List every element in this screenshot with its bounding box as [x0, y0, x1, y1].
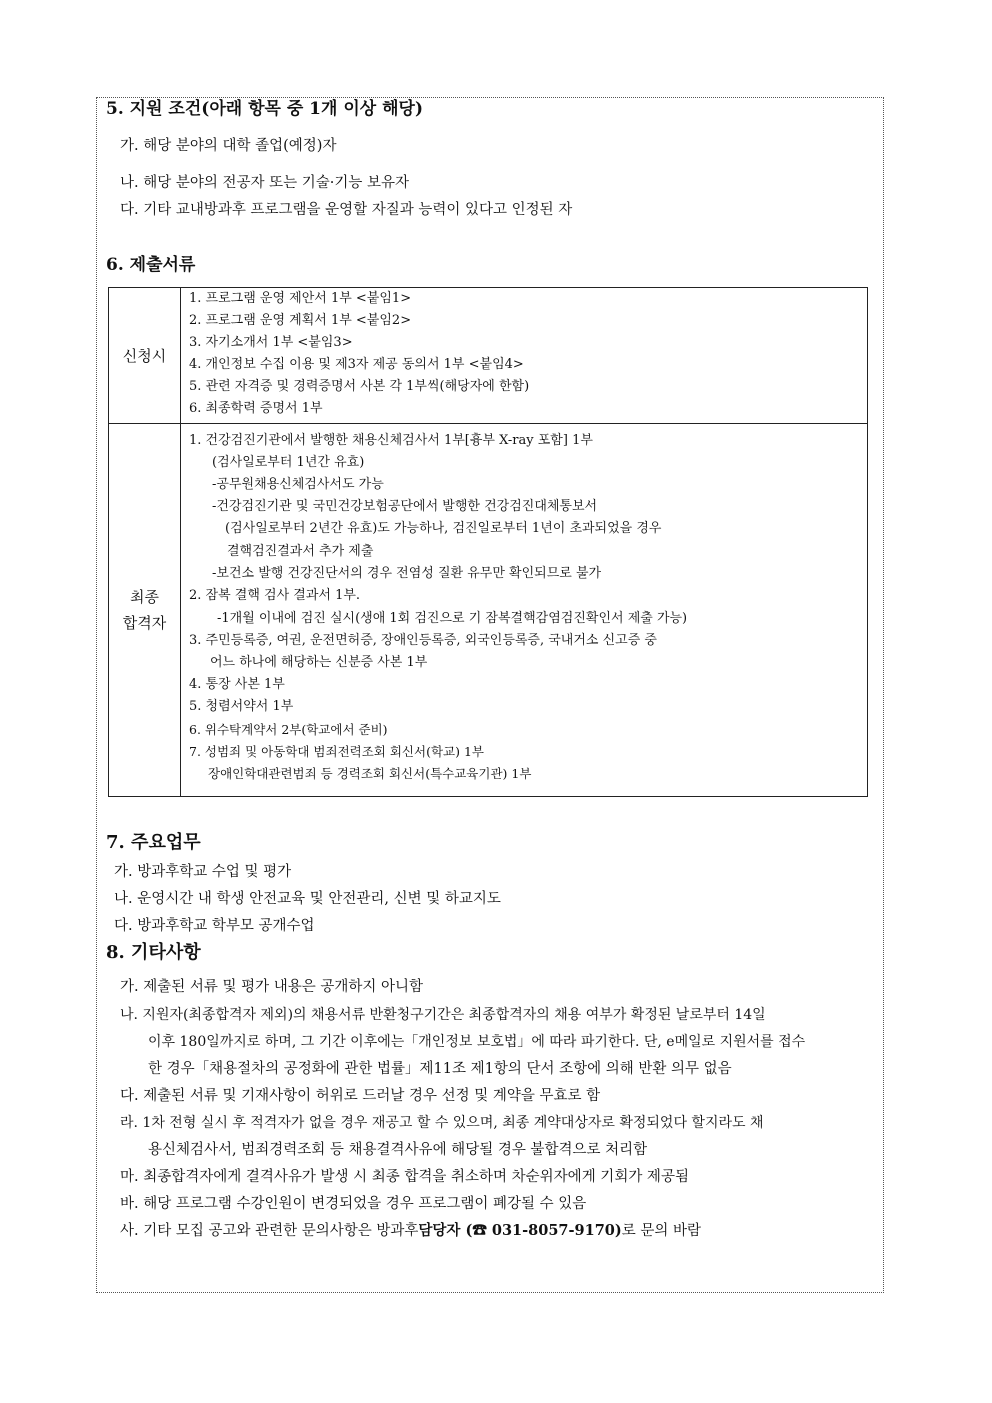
final-item: 7. 성범죄 및 아동학대 범죄전력조회 회신서(학교) 1부 — [189, 744, 484, 759]
final-item: 6. 위수탁계약서 2부(학교에서 준비) — [189, 722, 388, 737]
documents-table — [108, 287, 868, 797]
section8-line: 가. 제출된 서류 및 평가 내용은 공개하지 아니함 — [120, 979, 424, 995]
final-item: 3. 주민등록증, 여권, 운전면허증, 장애인등록증, 외국인등록증, 국내거소 신고증 중 — [189, 633, 657, 648]
final-item: 1. 건강검진기관에서 발행한 채용신체검사서 1부[흉부 X-ray 포함] 1부 — [189, 433, 593, 448]
section8-line: 다. 제출된 서류 및 기재사항이 허위로 드러날 경우 선정 및 계약을 무효로 함 — [120, 1088, 601, 1104]
contact-prefix: 사. 기타 모집 공고와 관련한 문의사항은 방과후 — [120, 1223, 419, 1239]
section5-item: 가. 해당 분야의 대학 졸업(예정)자 — [120, 138, 337, 154]
section8-line: 용신체검사서, 범죄경력조회 등 채용결격사유에 해당될 경우 불합격으로 처리함 — [148, 1142, 648, 1158]
final-item: -공무원채용신체검사서도 가능 — [212, 477, 384, 492]
section8-line: 마. 최종합격자에게 결격사유가 발생 시 최종 합격을 취소하며 차순위자에게 기회가 제공됨 — [120, 1169, 689, 1185]
section8-title: 8. 기타사항 — [106, 942, 201, 963]
contact-suffix: 로 문의 바람 — [621, 1223, 702, 1239]
final-item: 5. 청렴서약서 1부 — [189, 699, 294, 714]
final-item: (검사일로부터 2년간 유효)도 가능하나, 검진일로부터 1년이 초과되었을 경우 — [225, 521, 662, 536]
apply-item: 3. 자기소개서 1부 <붙임3> — [189, 335, 353, 350]
section8-line: 나. 지원자(최종합격자 제외)의 채용서류 반환청구기간은 최종합격자의 채용 여부가 확정된 날로부터 14일 — [120, 1007, 766, 1023]
final-header-line: 합격자 — [122, 614, 167, 632]
final-item: -보건소 발행 건강진단서의 경우 전염성 질환 유무만 확인되므로 불가 — [212, 566, 602, 581]
section8-line: 한 경우「채용절차의 공정화에 관한 법률」제11조 제1항의 단서 조항에 의해 반환 의무 없음 — [148, 1061, 732, 1077]
section5-title: 5. 지원 조건(아래 항목 중 1개 이상 해당) — [106, 99, 423, 119]
final-item: -건강검진기관 및 국민건강보험공단에서 발행한 건강검진대체통보서 — [212, 499, 598, 514]
final-item: 결핵검진결과서 추가 제출 — [227, 544, 374, 559]
contact-person: 담당자 (☎ 031-8057-9170) — [418, 1222, 622, 1239]
apply-item: 1. 프로그램 운영 제안서 1부 <붙임1> — [189, 291, 412, 306]
section8-line: 이후 180일까지로 하며, 그 기간 이후에는「개인정보 보호법」에 따라 파기한다. 단, e메일로 지원서를 접수 — [148, 1034, 806, 1050]
apply-header: 신청시 — [109, 288, 181, 423]
contact-line — [120, 1221, 701, 1241]
section7-title: 7. 주요업무 — [106, 832, 201, 853]
section5-item: 나. 해당 분야의 전공자 또는 기술·기능 보유자 — [120, 175, 409, 191]
final-item: 4. 통장 사본 1부 — [189, 677, 285, 692]
section5-item: 다. 기타 교내방과후 프로그램을 운영할 자질과 능력이 있다고 인정된 자 — [120, 202, 573, 218]
section8-line: 라. 1차 전형 실시 후 적격자가 없을 경우 재공고 할 수 있으며, 최종 계약대상자로 확정되었다 할지라도 채 — [120, 1115, 764, 1131]
apply-item: 5. 관련 자격증 및 경력증명서 사본 각 1부씩(해당자에 한함) — [189, 379, 530, 394]
section7-item: 가. 방과후학교 수업 및 평가 — [114, 864, 292, 880]
apply-item: 6. 최종학력 증명서 1부 — [189, 401, 323, 416]
table-row — [109, 288, 867, 424]
final-item: 2. 잠복 결핵 검사 결과서 1부. — [189, 588, 361, 603]
section7-item: 다. 방과후학교 학부모 공개수업 — [114, 918, 315, 934]
apply-item: 2. 프로그램 운영 계획서 1부 <붙임2> — [189, 313, 412, 328]
final-item: -1개월 이내에 검진 실시(생애 1회 검진으로 기 잠복결핵감염검진확인서 제출 가능) — [217, 611, 688, 626]
final-item: 장애인학대관련범죄 등 경력조회 회신서(특수교육기관) 1부 — [208, 766, 532, 781]
apply-item: 4. 개인정보 수집 이용 및 제3자 제공 동의서 1부 <붙임4> — [189, 357, 524, 372]
final-item: 어느 하나에 해당하는 신분증 사본 1부 — [210, 655, 428, 670]
final-item: (검사일로부터 1년간 유효) — [212, 455, 365, 470]
section7-item: 나. 운영시간 내 학생 안전교육 및 안전관리, 신변 및 하교지도 — [114, 891, 501, 907]
table-row — [109, 424, 867, 796]
final-header — [109, 424, 181, 796]
section6-title: 6. 제출서류 — [106, 255, 196, 275]
final-header-line: 최종 — [130, 588, 159, 606]
section8-line: 바. 해당 프로그램 수강인원이 변경되었을 경우 프로그램이 폐강될 수 있음 — [120, 1196, 587, 1212]
